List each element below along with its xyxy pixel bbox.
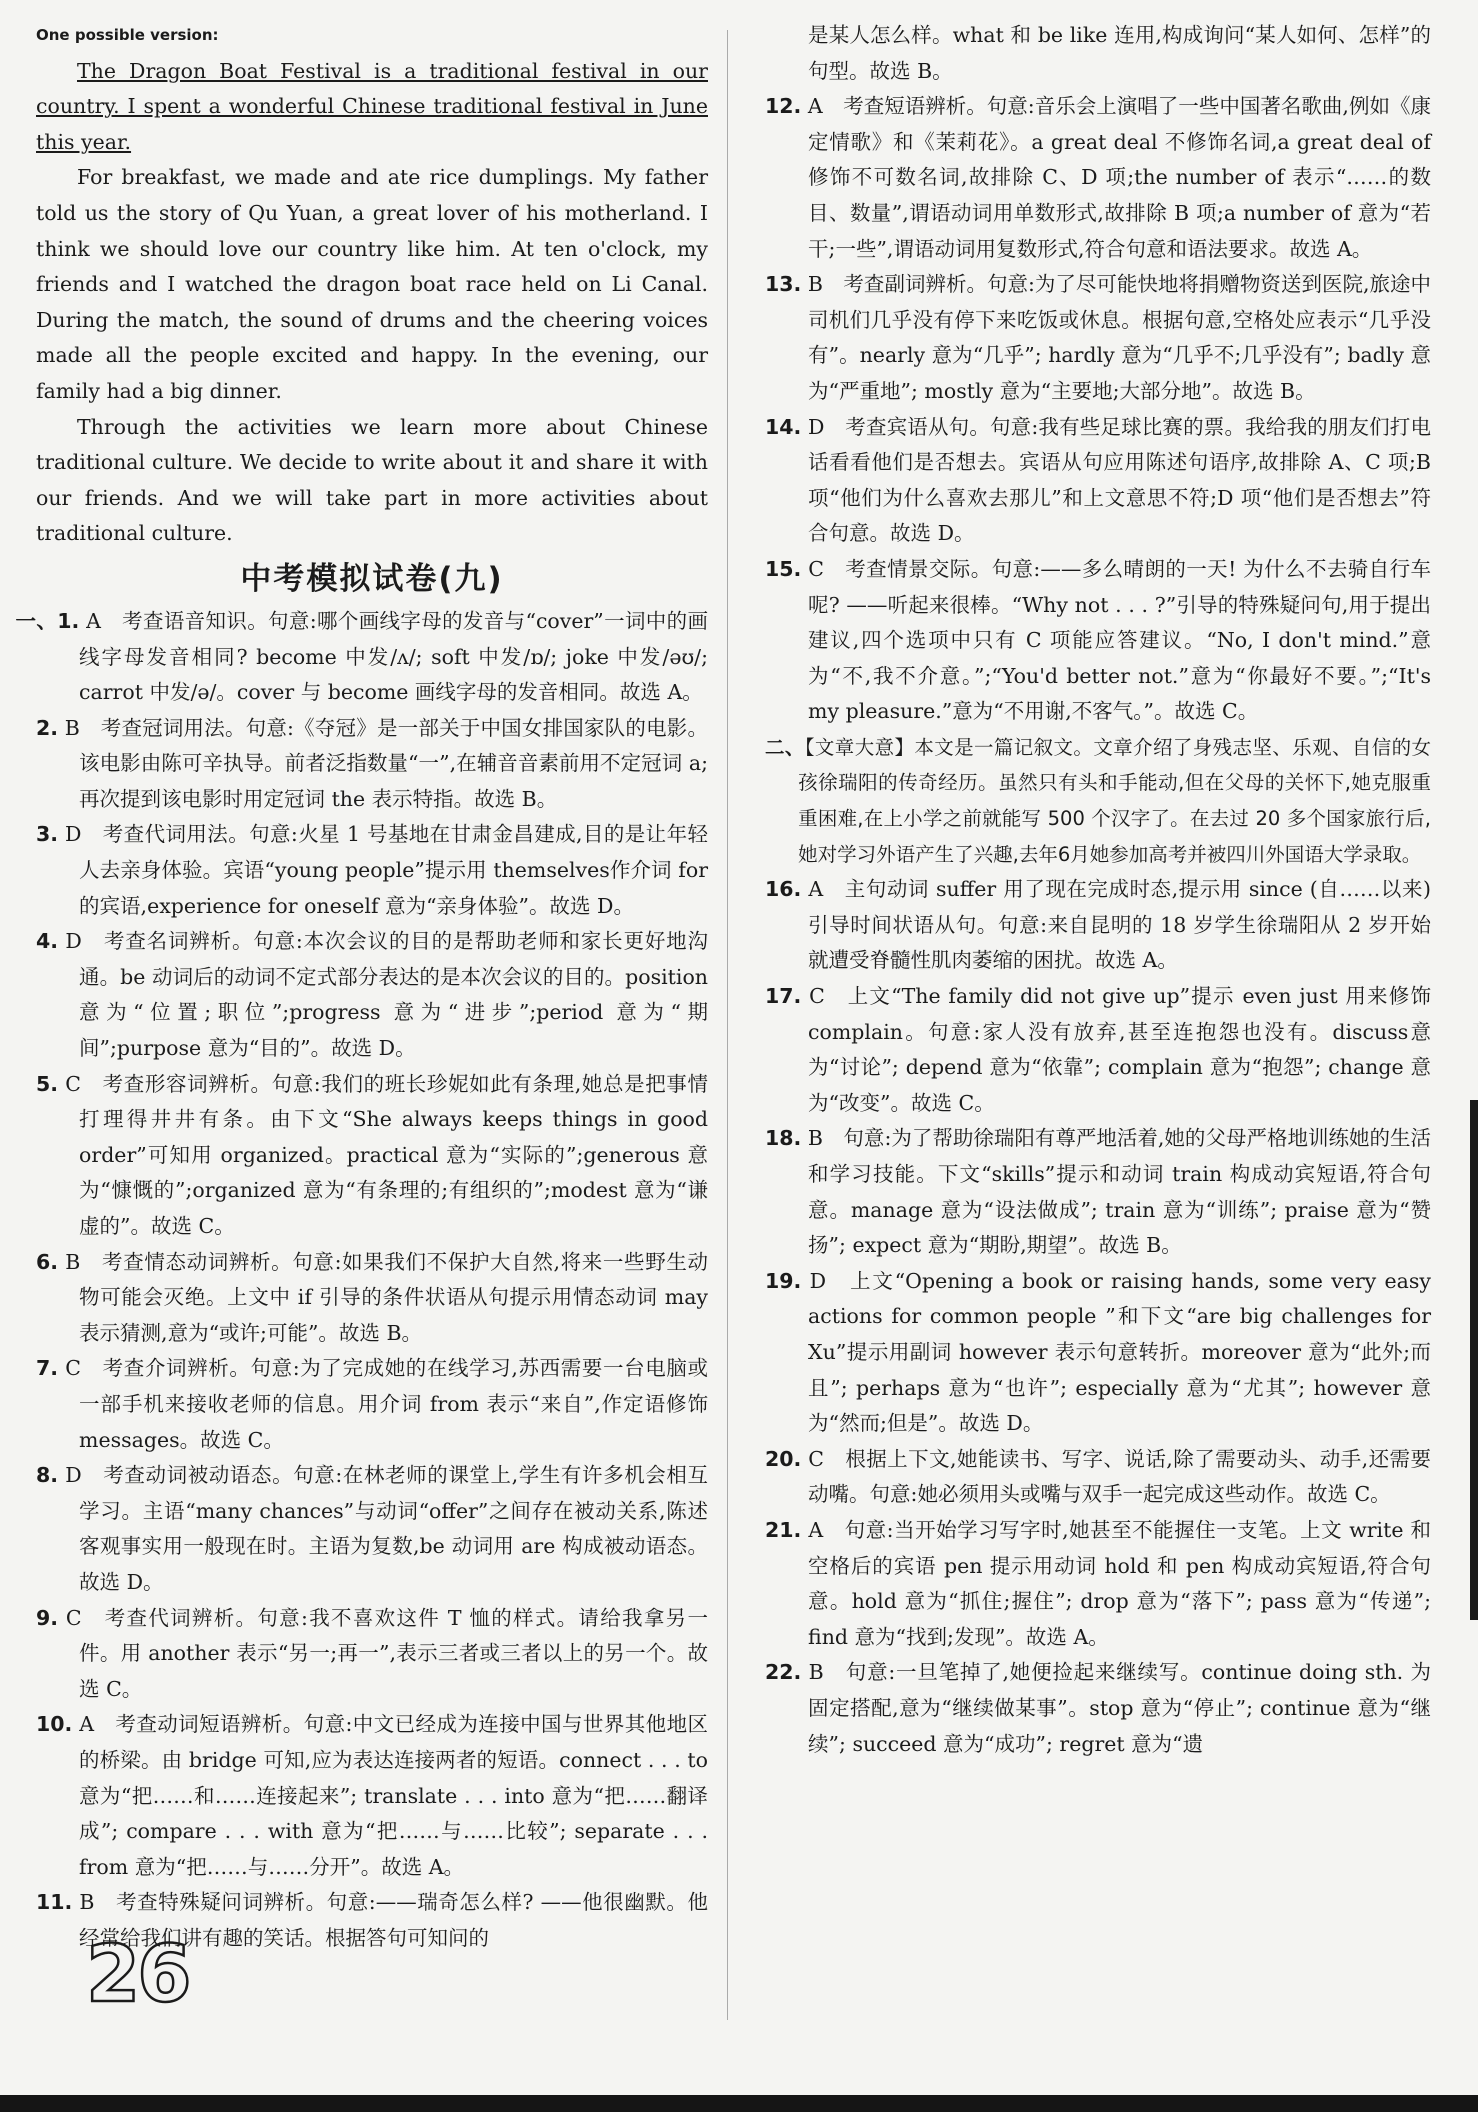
answer-number: 22. bbox=[765, 1660, 802, 1685]
right-column bbox=[765, 18, 1431, 1762]
answer-item bbox=[36, 1458, 708, 1600]
section-2-label: 二、 bbox=[765, 735, 805, 759]
answer-number: 1. bbox=[57, 608, 80, 633]
exam-title: 中考模拟试卷(九) bbox=[240, 560, 504, 597]
answer-number: 19. bbox=[765, 1268, 802, 1293]
answer-item bbox=[765, 1121, 1431, 1263]
answer-number: 9. bbox=[36, 1605, 59, 1630]
answer-item bbox=[36, 1707, 708, 1885]
answer-number: 11. bbox=[36, 1890, 73, 1915]
answer-text: B 句意:为了帮助徐瑞阳有尊严地活着,她的父母严格地训练她的生活和学习技能。下文“skills”提示和动词 train 构成动宾短语,符合句意。manage 意为“设法做成”; train 意为“训练”; praise 意为“赞扬”; expect 意为“期盼,期望”。故选 B。 bbox=[807, 1126, 1431, 1258]
column-divider bbox=[727, 30, 728, 2020]
answer-number: 17. bbox=[765, 984, 802, 1009]
left-answer-list bbox=[15, 604, 708, 1957]
answer-text: D 考查名词辨析。句意:本次会议的目的是帮助老师和家长更好地沟通。be 动词后的动词不定式部分表达的是本次会议的目的。position 意为“位置;职位”;progress 意为“进步”;period 意为“期间”;purpose 意为“目的”。故选 D。 bbox=[65, 929, 708, 1061]
answer-text: A 考查动词短语辨析。句意:中文已经成为连接中国与世界其他地区的桥梁。由 bridge 可知,应为表达连接两者的短语。connect . . . to 意为“把……和……连接起来”; translate . . . into 意为“把……翻译成”; compare . . . with 意为“把……与……比较”; separate . . . from 意为“把……与……分开”。故选 A。 bbox=[79, 1712, 708, 1879]
answer-item bbox=[36, 1601, 708, 1708]
answer-text: B 考查特殊疑问词辨析。句意:——瑞奇怎么样? ——他很幽默。他经常给我们讲有趣的笑话。根据答句可知问的 bbox=[79, 1890, 708, 1950]
essay-paragraph-1 bbox=[36, 54, 708, 161]
answer-number: 5. bbox=[36, 1071, 59, 1096]
answer-item bbox=[15, 604, 708, 711]
answer-item bbox=[36, 924, 708, 1066]
edge-tab-mark bbox=[1470, 1100, 1478, 1620]
answer-number: 12. bbox=[765, 94, 802, 119]
answer-text: A 主句动词 suffer 用了现在完成时态,提示用 since (自……以来)引导时间状语从句。句意:来自昆明的 18 岁学生徐瑞阳从 2 岁开始就遭受脊髓性肌肉萎缩的困扰。故选 A。 bbox=[808, 877, 1431, 973]
answer-text: B 考查情态动词辨析。句意:如果我们不保护大自然,将来一些野生动物可能会灭绝。上文中 if 引导的条件状语从句提示用情态动词 may 表示猜测,意为“或许;可能”。故选 B。 bbox=[65, 1249, 708, 1345]
answer-number: 3. bbox=[36, 822, 59, 847]
answer-text: C 考查代词辨析。句意:我不喜欢这件 T 恤的样式。请给我拿另一件。用 another 表示“另一;再一”,表示三者或三者以上的另一个。故选 C。 bbox=[65, 1605, 708, 1701]
answer-item bbox=[765, 552, 1431, 730]
right-answer-list-a bbox=[765, 89, 1431, 730]
answer-text: D 上文“Opening a book or raising hands, some very easy actions for common people ”和下文“are big challenges for Xu”提示用副词 however 表示句意转折。moreover 意为“此外;而且”; perhaps 意为“也许”; especially 意为“尤其”; however 意为“然而;但是”。故选 D。 bbox=[808, 1268, 1431, 1436]
answer-text: B 句意:一旦笔掉了,她便捡起来继续写。continue doing sth. 为固定搭配,意为“继续做某事”。stop 意为“停止”; continue 意为“继续”; succeed 意为“成功”; regret 意为“遗 bbox=[808, 1660, 1431, 1756]
answer-item bbox=[36, 817, 708, 924]
answer-number: 7. bbox=[36, 1356, 59, 1381]
answer-text: A 句意:当开始学习写字时,她甚至不能握住一支笔。上文 write 和空格后的宾语 pen 提示用动词 hold 和 pen 构成动宾短语,符合句意。hold 意为“抓住;握住”; drop 意为“落下”; pass 意为“传递”; find 意为“找到;发现”。故选 A。 bbox=[808, 1517, 1431, 1649]
answer-number: 2. bbox=[36, 715, 59, 740]
answer-item bbox=[765, 1264, 1431, 1442]
answer-item bbox=[765, 1655, 1431, 1762]
answer-item bbox=[36, 1067, 708, 1245]
answer-item bbox=[36, 1245, 708, 1352]
answer-item bbox=[765, 89, 1431, 267]
left-column bbox=[15, 18, 708, 1956]
bottom-edge-bar bbox=[0, 2095, 1478, 2112]
answer-item bbox=[36, 711, 708, 818]
answer-number: 20. bbox=[765, 1446, 802, 1471]
answer-text: D 考查动词被动语态。句意:在林老师的课堂上,学生有许多机会相互学习。主语“many chances”与动词“offer”之间存在被动关系,陈述客观事实用一般现在时。主语为复数,be 动词用 are 构成被动语态。故选 D。 bbox=[65, 1463, 708, 1594]
answer-text: B 考查副词辨析。句意:为了尽可能快地将捐赠物资送到医院,旅途中司机们几乎没有停下来吃饭或休息。根据句意,空格处应表示“几乎没有”。nearly 意为“几乎”; hardly 意为“几乎不;几乎没有”; badly 意为“严重地”; mostly 意为“主要地;大部分地”。故选 B。 bbox=[807, 272, 1431, 403]
answer-text: C 根据上下文,她能读书、写字、说话,除了需要动头、动手,还需要动嘴。句意:她必须用头或嘴与双手一起完成这些动作。故选 C。 bbox=[808, 1446, 1431, 1507]
answer-number: 4. bbox=[36, 929, 59, 954]
article-summary bbox=[765, 730, 1431, 872]
answer-number: 8. bbox=[36, 1463, 59, 1488]
page-number: 26 bbox=[86, 1930, 189, 2020]
answer-text: C 考查介词辨析。句意:为了完成她的在线学习,苏西需要一台电脑或一部手机来接收老师的信息。用介词 from 表示“来自”,作定语修饰 messages。故选 C。 bbox=[65, 1356, 708, 1452]
answer-number: 13. bbox=[765, 272, 802, 297]
answer-text: C 考查情景交际。句意:——多么晴朗的一天! 为什么不去骑自行车呢? ——听起来很棒。“Why not . . . ?”引导的特殊疑问句,用于提出建议,四个选项中只有 C 项能应答建议。“No, I don't mind.”意为“不,我不介意。”;“You'd better not.”意为“你最好不要。”;“It's my pleasure.”意为“不用谢,不客气。”。故选 C。 bbox=[808, 556, 1431, 724]
answer-text: C 考查形容词辨析。句意:我们的班长珍妮如此有条理,她总是把事情打理得井井有条。由下文“She always keeps things in good order”可知用 organized。practical 意为“实际的”;generous 意为“慷慨的”;organized 意为“有条理的;有组织的”;modest 意为“谦虚的”。故选 C。 bbox=[65, 1071, 708, 1238]
answer-item bbox=[765, 267, 1431, 409]
answer-text: B 考查冠词用法。句意:《夺冠》是一部关于中国女排国家队的电影。该电影由陈可辛执导。前者泛指数量“一”,在辅音音素前用不定冠词 a;再次提到该电影时用定冠词 the 表示特指。故选 B。 bbox=[64, 715, 708, 811]
section-1-label: 一、 bbox=[15, 608, 58, 633]
right-answer-list-b bbox=[765, 872, 1431, 1762]
answer-text: A 考查语音知识。句意:哪个画线字母的发音与“cover”一词中的画线字母发音相同? become 中发/ʌ/; soft 中发/ɒ/; joke 中发/əʊ/; carrot 中发/ə/。cover 与 become 画线字母的发音相同。故选 A。 bbox=[79, 608, 708, 705]
answer-number: 15. bbox=[765, 556, 802, 581]
answer-number: 18. bbox=[765, 1126, 802, 1151]
answer-number: 21. bbox=[765, 1517, 802, 1542]
answer-number: 10. bbox=[36, 1712, 73, 1737]
answer-item bbox=[765, 979, 1431, 1121]
answer-item bbox=[765, 872, 1431, 979]
essay-title: One possible version: bbox=[36, 26, 219, 44]
answer-item bbox=[36, 1351, 708, 1458]
answer-item bbox=[765, 410, 1431, 552]
answer-item bbox=[765, 1442, 1431, 1513]
answer-item bbox=[765, 1513, 1431, 1655]
continuation-text: 是某人怎么样。what 和 be like 连用,构成询问“某人如何、怎样”的句型。故选 B。 bbox=[808, 23, 1431, 83]
answer-text: C 上文“The family did not give up”提示 even just 用来修饰 complain。句意:家人没有放弃,甚至连抱怨也没有。discuss意为“讨论”; depend 意为“依靠”; complain 意为“抱怨”; change 意为“改变”。故选 C。 bbox=[808, 984, 1431, 1115]
answer-text: A 考查短语辨析。句意:音乐会上演唱了一些中国著名歌曲,例如《康定情歌》和《茉莉花》。a great deal 不修饰名词,a great deal of 修饰不可数名词,故排除 C、D 项;the number of 表示“……的数目、数量”,谓语动词用单数形式,故排除 B 项;a number of 意为“若干;一些”,谓语动词用复数形式,符合句意和语法要求。故选 A。 bbox=[807, 94, 1431, 261]
answer-text: D 考查代词用法。句意:火星 1 号基地在甘肃金昌建成,目的是让年轻人去亲身体验。宾语“young people”提示用 themselves作介词 for 的宾语,experience for oneself 意为“亲身体验”。故选 D。 bbox=[65, 822, 708, 918]
answer-number: 14. bbox=[765, 414, 802, 439]
answer-number: 6. bbox=[36, 1249, 59, 1274]
essay-paragraph-2: For breakfast, we made and ate rice dumplings. My father told us the story of Qu Yuan, a great lover of his motherland. I think we should love our country like him. At ten o'clock, my friends and I watched the dragon boat race held on Li Canal. During the match, the sound of drums and the cheering voices made all the people excited and happy. In the evening, our family had a big dinner. bbox=[36, 165, 708, 403]
essay-paragraph-1-text: The Dragon Boat Festival is a traditional festival in our country. I spent a wonderful Chinese traditional festival in June this year. bbox=[36, 58, 708, 154]
summary-text: 【文章大意】本文是一篇记叙文。文章介绍了身残志坚、乐观、自信的女孩徐瑞阳的传奇经历。虽然只有头和手能动,但在父母的关怀下,她克服重重困难,在上小学之前就能写 500 个汉字了。在去过 20 多个国家旅行后,她对学习外语产生了兴趣,去年6月她参加高考并被四川外国语大学录取。 bbox=[798, 735, 1431, 866]
essay-paragraph-3: Through the activities we learn more about Chinese traditional culture. We decide to write about it and share it with our friends. And we will take part in more activities about traditional culture. bbox=[36, 414, 708, 546]
answer-number: 16. bbox=[765, 877, 802, 902]
answer-text: D 考查宾语从句。句意:我有些足球比赛的票。我给我的朋友们打电话看看他们是否想去。宾语从句应用陈述句语序,故排除 A、C 项;B 项“他们为什么喜欢去那儿”和上文意思不符;D 项“他们是否想去”符合句意。故选 D。 bbox=[808, 414, 1431, 546]
